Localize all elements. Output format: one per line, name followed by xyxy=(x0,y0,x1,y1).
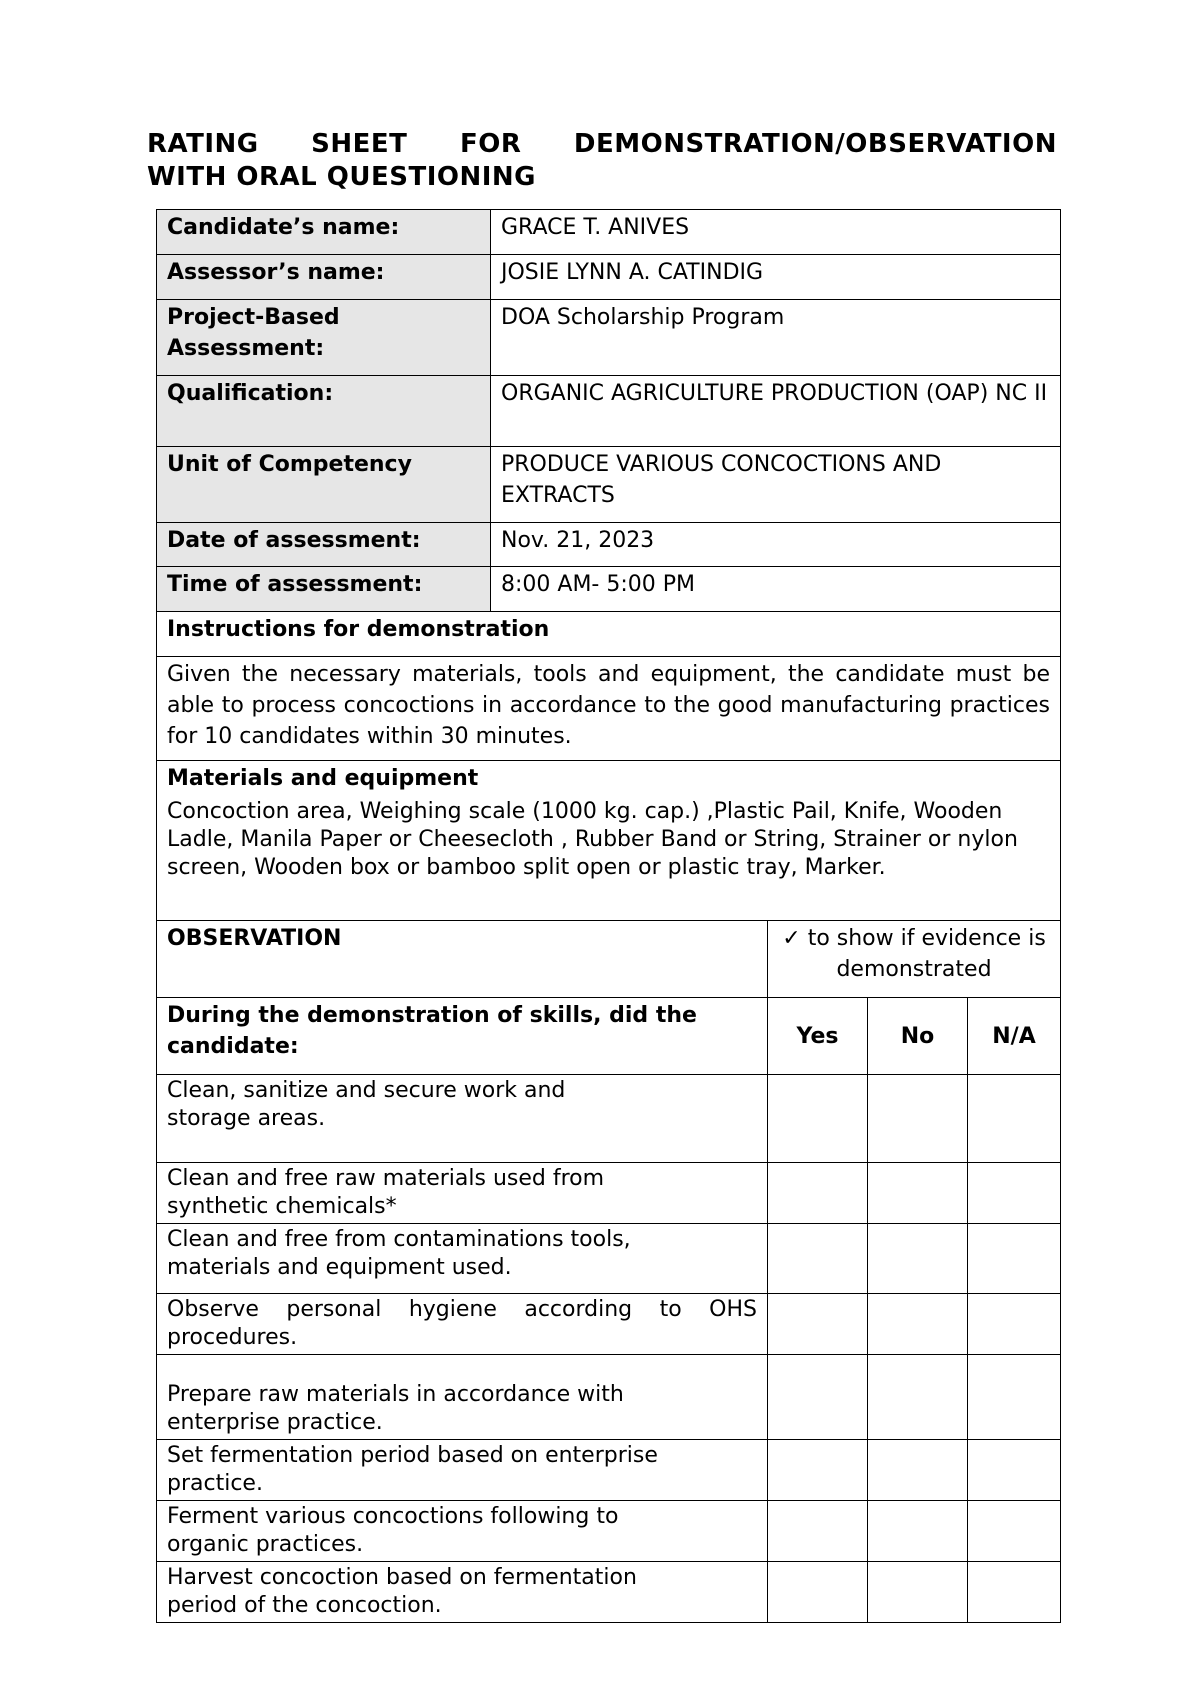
criteria-text xyxy=(157,1562,768,1623)
info-label: Unit of Competency xyxy=(157,447,491,523)
question-text: During the demonstration of skills, did the candidate: xyxy=(157,998,768,1075)
info-value: ORGANIC AGRICULTURE PRODUCTION (OAP) NC II xyxy=(491,376,1061,447)
instructions-heading-row xyxy=(157,612,1061,657)
criteria-text xyxy=(157,1355,768,1440)
observation-header-row xyxy=(157,921,1061,998)
check-icon: ✓ xyxy=(782,926,801,951)
criteria-label: Prepare raw materials in accordance with enterprise practice. xyxy=(167,1382,624,1435)
no-cell[interactable] xyxy=(868,1562,968,1623)
no-cell[interactable] xyxy=(868,1075,968,1163)
title-word: DEMONSTRATION/OBSERVATION xyxy=(573,129,1057,159)
instructions-row xyxy=(157,657,1061,761)
info-label: Project-Based Assessment: xyxy=(157,300,491,376)
criteria-row xyxy=(157,1294,1061,1355)
criteria-text xyxy=(157,1075,768,1163)
info-value: JOSIE LYNN A. CATINDIG xyxy=(491,255,1061,300)
info-value: 8:00 AM- 5:00 PM xyxy=(491,567,1061,612)
column-no: No xyxy=(868,998,968,1075)
na-cell[interactable] xyxy=(968,1224,1061,1294)
criteria-text xyxy=(157,1501,768,1562)
info-row xyxy=(157,567,1061,612)
no-cell[interactable] xyxy=(868,1163,968,1224)
info-row xyxy=(157,376,1061,447)
criteria-row xyxy=(157,1440,1061,1501)
column-na: N/A xyxy=(968,998,1061,1075)
criteria-text xyxy=(157,1224,768,1294)
materials-heading: Materials and equipment xyxy=(167,766,479,791)
materials-text: Concoction area, Weighing scale (1000 kg. cap.) ,Plastic Pail, Knife, Wooden Ladle, Manila Paper or Cheesecloth , Rubber Band or String, Strainer or nylon screen, Wooden box or bamboo split open or plastic tray, Marker. xyxy=(167,799,1018,880)
criteria-label: Ferment various concoctions following to organic practices. xyxy=(167,1504,619,1557)
instructions-text: Given the necessary materials, tools and equipment, the candidate must be able to process concoctions in accordance to the good manufacturing practices for 10 candidates within 30 minutes. xyxy=(157,657,1061,761)
document-title xyxy=(147,128,1057,194)
info-label: Date of assessment: xyxy=(157,523,491,567)
title-word: RATING xyxy=(147,129,259,159)
criteria-text xyxy=(157,1163,768,1224)
info-row xyxy=(157,447,1061,523)
na-cell[interactable] xyxy=(968,1440,1061,1501)
criteria-label: Harvest concoction based on fermentation period of the concoction. xyxy=(167,1565,637,1618)
yes-cell[interactable] xyxy=(768,1075,868,1163)
info-value: GRACE T. ANIVES xyxy=(491,210,1061,255)
criteria-text xyxy=(157,1440,768,1501)
info-row xyxy=(157,255,1061,300)
criteria-label: Observe personal hygiene according to OHS procedures. xyxy=(167,1297,757,1350)
title-word: SHEET xyxy=(311,129,408,159)
instructions-heading: Instructions for demonstration xyxy=(157,612,1061,657)
criteria-text xyxy=(157,1294,768,1355)
criteria-row xyxy=(157,1501,1061,1562)
criteria-row xyxy=(157,1075,1061,1163)
yes-cell[interactable] xyxy=(768,1355,868,1440)
na-cell[interactable] xyxy=(968,1163,1061,1224)
criteria-label: Clean and free from contaminations tools, materials and equipment used. xyxy=(167,1227,631,1280)
yes-cell[interactable] xyxy=(768,1294,868,1355)
info-row xyxy=(157,523,1061,567)
info-row xyxy=(157,210,1061,255)
info-label: Qualification: xyxy=(157,376,491,447)
yes-cell[interactable] xyxy=(768,1501,868,1562)
materials-row xyxy=(157,761,1061,921)
observation-heading: OBSERVATION xyxy=(157,921,768,998)
na-cell[interactable] xyxy=(968,1562,1061,1623)
criteria-row xyxy=(157,1224,1061,1294)
observation-table xyxy=(156,920,1061,1623)
title-line-2: WITH ORAL QUESTIONING xyxy=(147,162,537,192)
na-cell[interactable] xyxy=(968,1355,1061,1440)
info-label: Candidate’s name: xyxy=(157,210,491,255)
criteria-label: Clean and free raw materials used from synthetic chemicals* xyxy=(167,1166,605,1219)
title-line-1 xyxy=(147,128,1057,161)
info-label: Assessor’s name: xyxy=(157,255,491,300)
criteria-label: Clean, sanitize and secure work and storage areas. xyxy=(167,1078,566,1131)
info-label: Time of assessment: xyxy=(157,567,491,612)
info-row xyxy=(157,300,1061,376)
na-cell[interactable] xyxy=(968,1501,1061,1562)
materials-cell xyxy=(157,761,1061,921)
no-cell[interactable] xyxy=(868,1501,968,1562)
question-row xyxy=(157,998,1061,1075)
criteria-label: Set fermentation period based on enterprise practice. xyxy=(167,1443,658,1496)
criteria-row xyxy=(157,1163,1061,1224)
na-cell[interactable] xyxy=(968,1294,1061,1355)
column-yes: Yes xyxy=(768,998,868,1075)
yes-cell[interactable] xyxy=(768,1440,868,1501)
assessment-info-table xyxy=(156,209,1061,921)
evidence-text: to show if evidence is demonstrated xyxy=(807,926,1046,982)
yes-cell[interactable] xyxy=(768,1163,868,1224)
info-value: DOA Scholarship Program xyxy=(491,300,1061,376)
yes-cell[interactable] xyxy=(768,1562,868,1623)
title-word: FOR xyxy=(459,129,522,159)
yes-cell[interactable] xyxy=(768,1224,868,1294)
no-cell[interactable] xyxy=(868,1294,968,1355)
evidence-note xyxy=(768,921,1061,998)
na-cell[interactable] xyxy=(968,1075,1061,1163)
criteria-row xyxy=(157,1562,1061,1623)
no-cell[interactable] xyxy=(868,1440,968,1501)
no-cell[interactable] xyxy=(868,1224,968,1294)
info-value: Nov. 21, 2023 xyxy=(491,523,1061,567)
info-value: PRODUCE VARIOUS CONCOCTIONS AND EXTRACTS xyxy=(491,447,1061,523)
criteria-row xyxy=(157,1355,1061,1440)
no-cell[interactable] xyxy=(868,1355,968,1440)
